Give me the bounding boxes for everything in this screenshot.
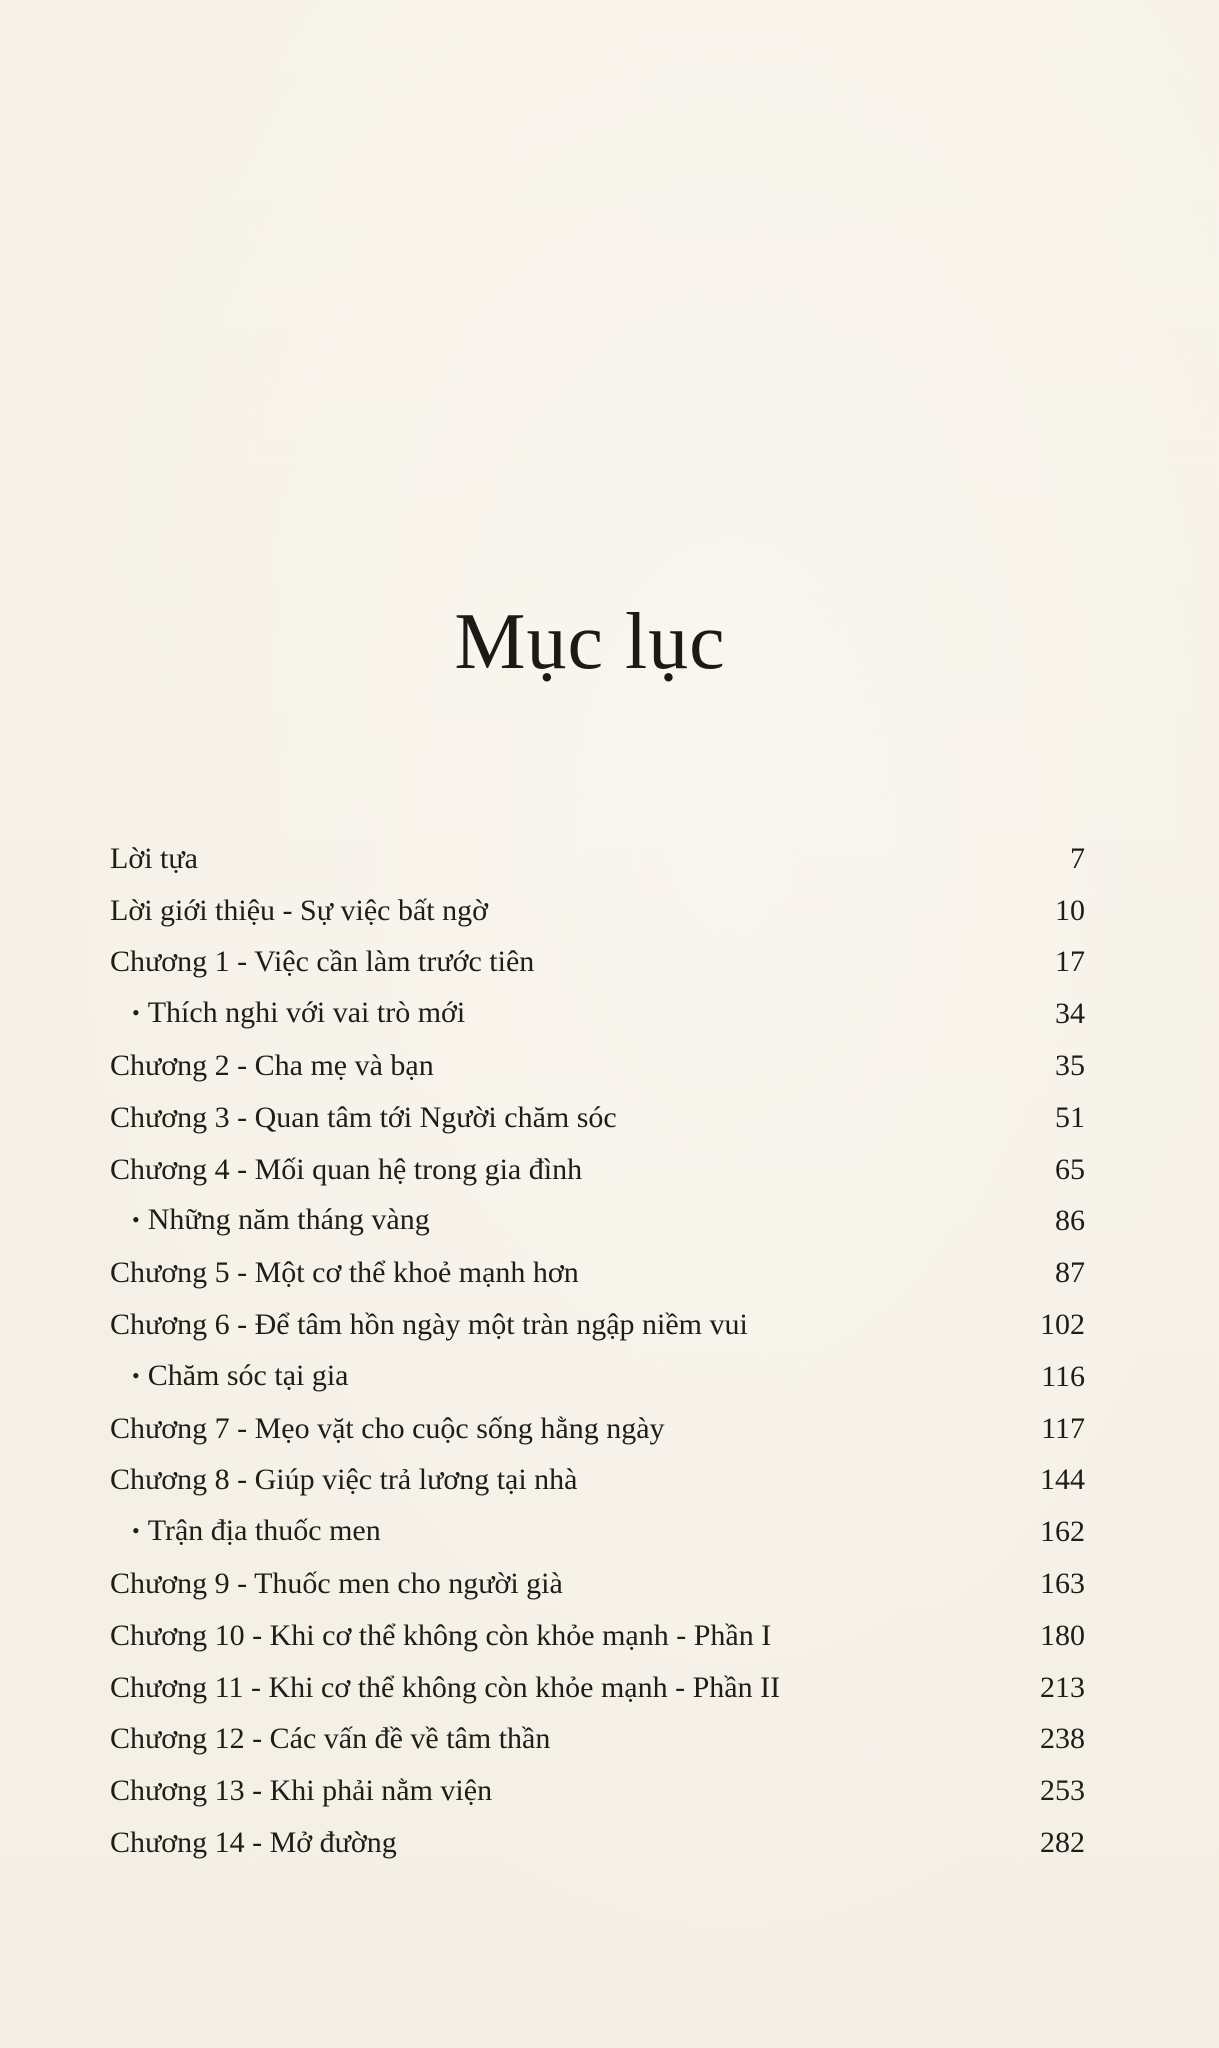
toc-entry-text: Chương 4 - Mối quan hệ trong gia đình: [110, 1152, 583, 1186]
toc-entry-label: [110, 1253, 579, 1293]
table-of-contents: [110, 833, 1085, 1869]
toc-page-number: 117: [1041, 1411, 1085, 1445]
toc-entry: [110, 1040, 1085, 1092]
toc-page-number: 163: [1040, 1567, 1085, 1601]
toc-page-number: 34: [1055, 997, 1085, 1031]
toc-entry-text: Chương 6 - Để tâm hồn ngày một tràn ngập niềm vui: [110, 1308, 748, 1342]
toc-entry: [110, 1299, 1085, 1351]
toc-entry: [110, 1558, 1085, 1610]
toc-entry-label: [110, 1668, 780, 1708]
toc-entry-label: [110, 1150, 582, 1190]
toc-entry: [110, 1610, 1085, 1662]
toc-entry-label: [110, 891, 488, 931]
toc-entry-text: Chương 5 - Một cơ thể khoẻ mạnh hơn: [110, 1256, 579, 1290]
toc-entry: [110, 1092, 1085, 1144]
bullet-icon: •: [132, 1362, 140, 1388]
toc-entry-text: Chương 9 - Thuốc men cho người già: [110, 1567, 563, 1601]
toc-entry-label: [110, 1719, 550, 1759]
toc-entry-label: [110, 1305, 748, 1345]
toc-page-number: 144: [1040, 1463, 1085, 1497]
toc-entry: [110, 833, 1085, 885]
toc-page-number: 116: [1041, 1359, 1085, 1393]
toc-entry-label: [110, 1771, 492, 1811]
toc-entry-label: [110, 1409, 665, 1449]
toc-entry-label: [110, 1511, 381, 1553]
toc-entry-text: Chương 10 - Khi cơ thể không còn khỏe mạnh - Phần I: [110, 1618, 772, 1652]
toc-page-number: 65: [1055, 1152, 1085, 1186]
toc-entry-label: [110, 839, 198, 879]
toc-entry: [110, 1403, 1085, 1455]
toc-entry-text: Chương 2 - Cha mẹ và bạn: [110, 1049, 434, 1083]
toc-entry-text: Chương 13 - Khi phải nằm viện: [110, 1774, 493, 1808]
toc-entry: [110, 937, 1085, 989]
toc-entry: [110, 1714, 1085, 1766]
toc-entry: [110, 1817, 1085, 1869]
toc-subentry: [110, 1196, 1085, 1248]
toc-entry-text: Những năm tháng vàng: [147, 1203, 430, 1237]
toc-page-number: 180: [1040, 1618, 1085, 1652]
toc-page-number: 7: [1070, 841, 1085, 875]
toc-entry-label: [110, 942, 534, 982]
toc-entry: [110, 1765, 1085, 1817]
toc-entry: [110, 1455, 1085, 1507]
toc-entry-label: [110, 993, 465, 1035]
toc-page-number: 282: [1040, 1826, 1085, 1860]
toc-entry: [110, 885, 1085, 937]
toc-entry-text: Chương 3 - Quan tâm tới Người chăm sóc: [110, 1100, 617, 1134]
toc-page-number: 238: [1040, 1722, 1085, 1756]
toc-entry-text: Thích nghi với vai trò mới: [147, 996, 466, 1030]
toc-page-number: 253: [1040, 1774, 1085, 1808]
toc-subentry: [110, 1506, 1085, 1558]
toc-entry-text: Chương 7 - Mẹo vặt cho cuộc sống hằng ngày: [110, 1411, 665, 1445]
toc-entry-text: Trận địa thuốc men: [147, 1514, 381, 1548]
page-title: Mục lục: [454, 598, 726, 686]
bullet-icon: •: [132, 1207, 140, 1233]
toc-entry-label: [110, 1616, 771, 1656]
toc-entry: [110, 1662, 1085, 1714]
toc-page-number: 17: [1055, 945, 1085, 979]
toc-entry-text: Chương 11 - Khi cơ thể không còn khỏe mạnh - Phần II: [110, 1670, 781, 1704]
toc-page-number: 162: [1040, 1515, 1085, 1549]
toc-page-number: 51: [1055, 1100, 1085, 1134]
toc-entry-label: [110, 1046, 434, 1086]
toc-entry-text: Chương 1 - Việc cần làm trước tiên: [110, 945, 535, 979]
bullet-icon: •: [132, 1000, 140, 1026]
toc-entry: [110, 1247, 1085, 1299]
toc-entry-label: [110, 1564, 563, 1604]
toc-entry-label: [110, 1823, 397, 1863]
toc-entry-text: Chăm sóc tại gia: [147, 1358, 349, 1392]
toc-entry-text: Chương 12 - Các vấn đề về tâm thần: [110, 1722, 551, 1756]
toc-page-number: 213: [1040, 1670, 1085, 1704]
toc-entry-text: Chương 8 - Giúp việc trả lương tại nhà: [110, 1463, 578, 1497]
toc-page-number: 87: [1055, 1256, 1085, 1290]
toc-page-number: 35: [1055, 1049, 1085, 1083]
bullet-icon: •: [132, 1518, 140, 1544]
toc-entry-text: Chương 14 - Mở đường: [110, 1826, 397, 1860]
toc-page-number: 10: [1055, 893, 1085, 927]
toc-entry-label: [110, 1356, 349, 1398]
toc-entry-label: [110, 1098, 617, 1138]
toc-entry-text: Lời giới thiệu - Sự việc bất ngờ: [110, 893, 488, 927]
toc-page-number: 86: [1055, 1204, 1085, 1238]
toc-subentry: [110, 988, 1085, 1040]
toc-page-number: 102: [1040, 1308, 1085, 1342]
toc-entry-label: [110, 1460, 578, 1500]
toc-entry: [110, 1144, 1085, 1196]
toc-entry-label: [110, 1200, 430, 1242]
toc-subentry: [110, 1351, 1085, 1403]
toc-entry-text: Lời tựa: [110, 841, 198, 875]
